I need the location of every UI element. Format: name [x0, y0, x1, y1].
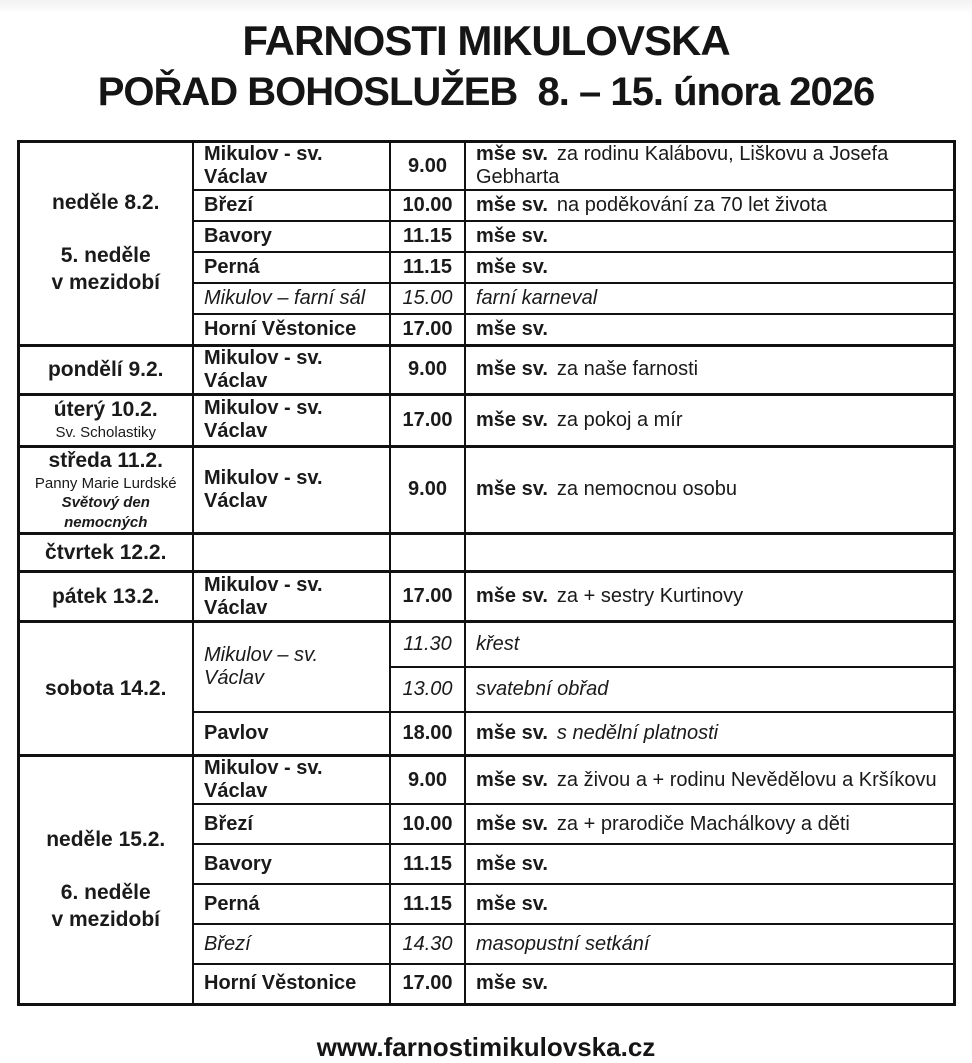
description-cell — [465, 446, 954, 534]
place-cell: Horní Věstonice — [193, 964, 390, 1004]
service-label: mše sv. — [476, 478, 548, 501]
place-cell: Mikulov – farní sál — [193, 283, 390, 314]
intention-text: za rodinu Kalábovu, Liškovu a Josefa Gebharta — [476, 143, 889, 188]
table-row — [18, 572, 954, 622]
service-label: mše sv. — [476, 892, 548, 915]
place-cell: Mikulov – sv. Václav — [193, 622, 390, 712]
day-subtitle-line: 5. neděle — [60, 244, 151, 268]
place-cell: Mikulov - sv. Václav — [193, 446, 390, 534]
intention-text: za živou a + rodinu Nevědělovu a Kršíkovu — [556, 768, 937, 791]
description-cell — [465, 924, 954, 964]
time-cell: 17.00 — [390, 572, 465, 622]
description-cell — [465, 283, 954, 314]
table-row — [18, 446, 954, 534]
place-cell: Pavlov — [193, 712, 390, 756]
intention-text: za pokoj a mír — [556, 408, 683, 431]
day-cell-utery-10-2 — [18, 394, 193, 446]
service-label: mše sv. — [476, 721, 548, 744]
description-cell — [465, 712, 954, 756]
place-cell: Perná — [193, 252, 390, 283]
service-label: mše sv. — [476, 972, 548, 995]
service-label: mše sv. — [476, 143, 548, 165]
time-cell: 17.00 — [390, 314, 465, 345]
time-cell: 11.30 — [390, 622, 465, 667]
place-cell: Březí — [193, 804, 390, 844]
time-cell: 18.00 — [390, 712, 465, 756]
intention-text: za nemocnou osobu — [556, 478, 738, 501]
table-row — [18, 756, 954, 805]
service-label: mše sv. — [476, 812, 548, 835]
time-cell: 11.15 — [390, 221, 465, 252]
time-cell: 11.15 — [390, 252, 465, 283]
service-label: mše sv. — [476, 225, 548, 247]
table-row — [18, 534, 954, 572]
time-cell: 9.00 — [390, 446, 465, 534]
website-footer: www.farnostimikulovska.cz — [316, 1031, 656, 1062]
time-cell: 10.00 — [390, 190, 465, 221]
intention-text: na poděkování za 70 let života — [556, 194, 828, 216]
place-cell: Mikulov - sv. Václav — [193, 394, 390, 446]
service-label: mše sv. — [476, 256, 548, 278]
day-cell-nedele-8-2 — [18, 142, 193, 346]
day-subtitle-line: v mezidobí — [51, 271, 161, 295]
time-cell: 17.00 — [390, 394, 465, 446]
day-note: Sv. Scholastiky — [55, 424, 157, 442]
description-cell — [465, 884, 954, 924]
place-cell: Březí — [193, 190, 390, 221]
description-cell — [465, 964, 954, 1004]
service-label: mše sv. — [476, 194, 548, 216]
day-title: čtvrtek 12.2. — [45, 541, 167, 565]
description-cell — [465, 142, 954, 191]
place-cell: Perná — [193, 884, 390, 924]
place-cell: Mikulov - sv. Václav — [193, 142, 390, 191]
intention-text: masopustní setkání — [476, 932, 650, 955]
day-subtitle — [30, 242, 183, 297]
description-cell — [465, 622, 954, 667]
place-cell: Bavory — [193, 844, 390, 884]
intention-text: křest — [476, 632, 520, 655]
day-title: pondělí 9.2. — [47, 357, 164, 381]
description-cell — [465, 756, 954, 805]
time-cell: 11.15 — [390, 844, 465, 884]
day-cell-sobota-14-2 — [18, 622, 193, 756]
place-cell: Horní Věstonice — [193, 314, 390, 345]
intention-text: s nedělní platnosti — [556, 721, 719, 744]
service-label: mše sv. — [476, 585, 548, 608]
service-label: mše sv. — [476, 358, 548, 380]
description-cell — [465, 394, 954, 446]
description-cell — [465, 190, 954, 221]
time-cell: 9.00 — [390, 756, 465, 805]
intention-text: svatební obřad — [476, 677, 609, 700]
day-cell-patek-13-2 — [18, 572, 193, 622]
day-cell-nedele-15-2 — [18, 756, 193, 1005]
service-label: mše sv. — [476, 408, 548, 431]
place-cell: Mikulov - sv. Václav — [193, 345, 390, 394]
time-cell: 9.00 — [390, 142, 465, 191]
service-label: mše sv. — [476, 852, 548, 875]
time-cell: 15.00 — [390, 283, 465, 314]
day-title: pátek 13.2. — [52, 585, 160, 609]
intention-text: farní karneval — [476, 287, 598, 309]
time-cell: 13.00 — [390, 667, 465, 712]
day-note: Panny Marie Lurdské — [34, 474, 177, 492]
day-cell-pondeli-9-2 — [18, 345, 193, 394]
page-title: FARNOSTI MIKULOVSKA — [242, 17, 730, 64]
schedule-table — [17, 140, 956, 1006]
place-cell — [193, 534, 390, 572]
description-cell — [465, 667, 954, 712]
table-row — [18, 142, 954, 191]
table-row — [18, 622, 954, 667]
day-subtitle — [30, 879, 183, 934]
time-cell: 14.30 — [390, 924, 465, 964]
time-cell — [390, 534, 465, 572]
service-label: mše sv. — [476, 317, 548, 340]
description-cell — [465, 221, 954, 252]
description-cell — [465, 844, 954, 884]
time-cell: 11.15 — [390, 884, 465, 924]
day-subtitle-line: v mezidobí — [51, 908, 161, 932]
place-cell: Březí — [193, 924, 390, 964]
intention-text: za + sestry Kurtinovy — [556, 585, 744, 608]
day-note: Světový den nemocných — [61, 494, 150, 531]
place-cell: Bavory — [193, 221, 390, 252]
day-subtitle-line: 6. neděle — [60, 880, 151, 904]
place-cell: Mikulov - sv. Václav — [193, 572, 390, 622]
description-cell — [465, 804, 954, 844]
description-cell — [465, 314, 954, 345]
table-row — [18, 394, 954, 446]
table-row — [18, 345, 954, 394]
description-cell — [465, 345, 954, 394]
description-cell — [465, 572, 954, 622]
day-title: středa 11.2. — [48, 448, 163, 472]
day-title: neděle 8.2. — [52, 190, 160, 214]
document-header — [0, 0, 972, 112]
day-title: sobota 14.2. — [45, 677, 167, 701]
day-cell-ctvrtek-12-2 — [18, 534, 193, 572]
place-cell: Mikulov - sv. Václav — [193, 756, 390, 805]
time-cell: 17.00 — [390, 964, 465, 1004]
page-subtitle: POŘAD BOHOSLUŽEB 8. – 15. února 2026 — [97, 70, 875, 114]
intention-text: za naše farnosti — [556, 358, 699, 380]
description-cell — [465, 534, 954, 572]
time-cell: 9.00 — [390, 345, 465, 394]
time-cell: 10.00 — [390, 804, 465, 844]
day-title: neděle 15.2. — [46, 827, 166, 851]
service-label: mše sv. — [476, 768, 548, 791]
day-cell-streda-11-2 — [18, 446, 193, 534]
day-title: úterý 10.2. — [53, 398, 158, 422]
intention-text: za + prarodiče Machálkovy a děti — [556, 812, 850, 835]
description-cell — [465, 252, 954, 283]
